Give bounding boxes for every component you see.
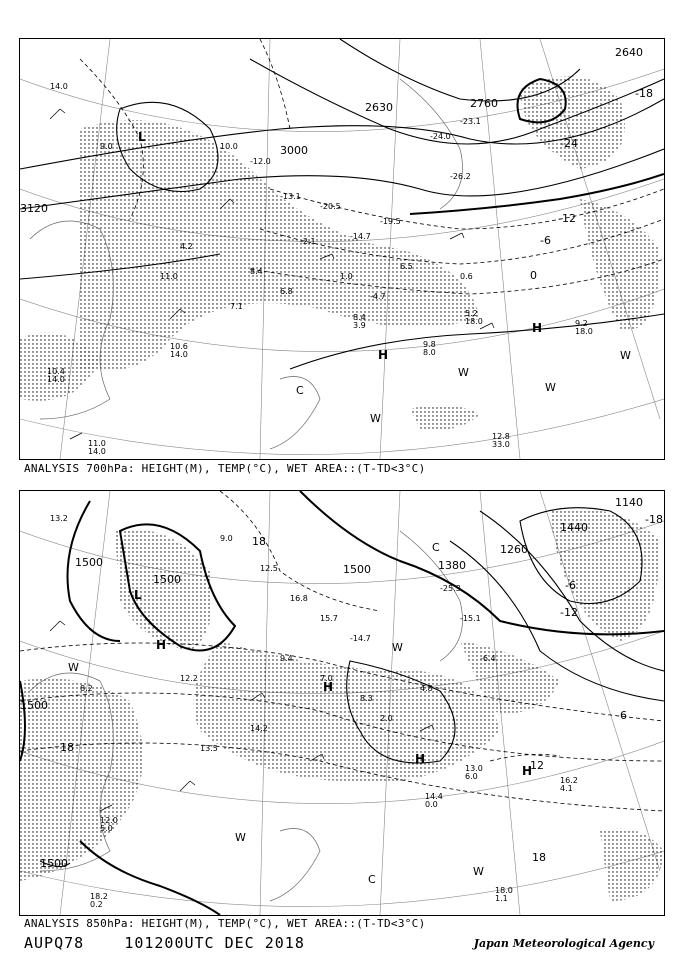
height-label: 2640	[615, 46, 643, 59]
center-marker: C	[296, 384, 304, 397]
center-marker: W	[235, 831, 246, 844]
svg-text:9.0: 9.0	[100, 142, 113, 151]
svg-text:9.4: 9.4	[280, 654, 293, 663]
height-label: 1500	[75, 556, 103, 569]
temp-label: -6	[565, 579, 576, 592]
center-marker: L	[134, 588, 142, 602]
center-marker: H	[415, 752, 426, 766]
temp-label: -18	[645, 513, 663, 526]
product-code: AUPQ78	[24, 934, 85, 952]
center-marker: W	[473, 865, 484, 878]
station-value: 13.0 6.0	[465, 764, 483, 781]
center-marker: H	[378, 348, 389, 362]
svg-text:0.6: 0.6	[460, 272, 473, 281]
svg-text:8.3: 8.3	[360, 694, 373, 703]
svg-text:14.2: 14.2	[250, 724, 268, 733]
svg-text:13.2: 13.2	[50, 514, 68, 523]
station-value: 10.6 14.0	[170, 342, 188, 359]
svg-text:-4.7: -4.7	[370, 292, 386, 301]
station-value: 5.2 18.0	[465, 309, 483, 326]
svg-text:-14.7: -14.7	[350, 634, 371, 643]
svg-text:-19.5: -19.5	[380, 217, 401, 226]
caption-700hpa: ANALYSIS 700hPa: HEIGHT(M), TEMP(°C), WET AREA::(T-TD<3°C)	[24, 462, 426, 475]
chart-panel-700hpa	[19, 38, 665, 460]
svg-text:12.2: 12.2	[180, 674, 198, 683]
station-value: 10.4 14.0	[47, 367, 65, 384]
center-marker: H	[323, 680, 334, 694]
svg-text:-26.2: -26.2	[450, 172, 471, 181]
station-value: 18.2 0.2	[90, 892, 108, 909]
station-value: 9.2 18.0	[575, 319, 593, 336]
height-label: 1440	[560, 521, 588, 534]
temp-label: -12	[558, 212, 576, 225]
svg-text:-6.4: -6.4	[480, 654, 496, 663]
station-value: 12.0 5.0	[100, 816, 118, 833]
center-marker: C	[368, 873, 376, 886]
center-marker: H	[532, 321, 543, 335]
station-value: 14.4 0.0	[425, 792, 443, 809]
svg-text:16.8: 16.8	[290, 594, 308, 603]
svg-text:7.1: 7.1	[230, 302, 243, 311]
valid-datetime: 101200UTC DEC 2018	[124, 934, 305, 952]
center-marker: L	[138, 130, 146, 144]
height-label: 2630	[365, 101, 393, 114]
center-marker: W	[545, 381, 556, 394]
station-value: 18.0 1.1	[495, 886, 513, 903]
temp-label: 0	[530, 269, 537, 282]
svg-text:-24.0: -24.0	[430, 132, 451, 141]
svg-text:2.0: 2.0	[380, 714, 393, 723]
center-marker: H	[522, 764, 533, 778]
svg-text:9.0: 9.0	[220, 534, 233, 543]
temp-label: -12	[560, 606, 578, 619]
chart-850hpa-svg	[20, 491, 664, 915]
caption-850hpa: ANALYSIS 850hPa: HEIGHT(M), TEMP(°C), WET AREA::(T-TD<3°C)	[24, 917, 426, 930]
temp-label: -6	[540, 234, 551, 247]
height-label: 1500	[153, 573, 181, 586]
height-label: 1500	[40, 857, 68, 870]
station-value: 11.0 14.0	[88, 439, 106, 456]
height-label: 3120	[20, 202, 48, 215]
svg-text:8.2: 8.2	[80, 684, 93, 693]
svg-text:1.0: 1.0	[340, 272, 353, 281]
height-label: 1500	[20, 699, 48, 712]
wet-areas-850	[20, 509, 664, 901]
center-marker: W	[392, 641, 403, 654]
svg-text:-25.3: -25.3	[440, 584, 461, 593]
svg-text:13.5: 13.5	[200, 744, 218, 753]
svg-text:15.7: 15.7	[320, 614, 338, 623]
height-label: 1260	[500, 543, 528, 556]
svg-text:10.0: 10.0	[220, 142, 238, 151]
height-label: 2760	[470, 97, 498, 110]
svg-text:-12.0: -12.0	[250, 157, 271, 166]
station-value: 8.4 3.9	[353, 313, 366, 330]
svg-text:12.5: 12.5	[260, 564, 278, 573]
height-label: 3000	[280, 144, 308, 157]
temp-label: 18	[60, 741, 74, 754]
svg-text:14.0: 14.0	[50, 82, 68, 91]
temp-label: -24	[560, 137, 578, 150]
height-label: 1380	[438, 559, 466, 572]
wet-areas-700	[20, 76, 660, 430]
chart-700hpa-svg	[20, 39, 664, 459]
svg-text:-2.1: -2.1	[300, 237, 316, 246]
svg-text:-14.7: -14.7	[350, 232, 371, 241]
station-value: 16.2 4.1	[560, 776, 578, 793]
svg-text:6.8: 6.8	[280, 287, 293, 296]
temp-label: 6	[620, 709, 627, 722]
svg-text:4.2: 4.2	[180, 242, 193, 251]
center-marker: W	[68, 661, 79, 674]
svg-text:-13.1: -13.1	[280, 192, 301, 201]
center-marker: C	[432, 541, 440, 554]
svg-text:11.0: 11.0	[160, 272, 178, 281]
agency-name: Japan Meteorological Agency	[473, 937, 654, 950]
temp-label: -18	[635, 87, 653, 100]
station-value: 9.8 8.0	[423, 340, 436, 357]
svg-text:-15.1: -15.1	[460, 614, 481, 623]
svg-text:-23.1: -23.1	[460, 117, 481, 126]
temp-label: 18	[252, 535, 266, 548]
svg-text:8.4: 8.4	[250, 267, 263, 276]
center-marker: W	[370, 412, 381, 425]
svg-text:6.5: 6.5	[400, 262, 413, 271]
center-marker: W	[620, 349, 631, 362]
center-marker: H	[156, 638, 167, 652]
product-code-line	[24, 934, 305, 952]
temp-label: 18	[532, 851, 546, 864]
temp-label: 12	[530, 759, 544, 772]
station-value: 12.8 33.0	[492, 432, 510, 449]
chart-panel-850hpa	[19, 490, 665, 916]
height-label: 1140	[615, 496, 643, 509]
height-label: 1500	[343, 563, 371, 576]
svg-text:-20.5: -20.5	[320, 202, 341, 211]
svg-text:4.8: 4.8	[420, 684, 433, 693]
svg-text:7.0: 7.0	[320, 674, 333, 683]
center-marker: W	[458, 366, 469, 379]
